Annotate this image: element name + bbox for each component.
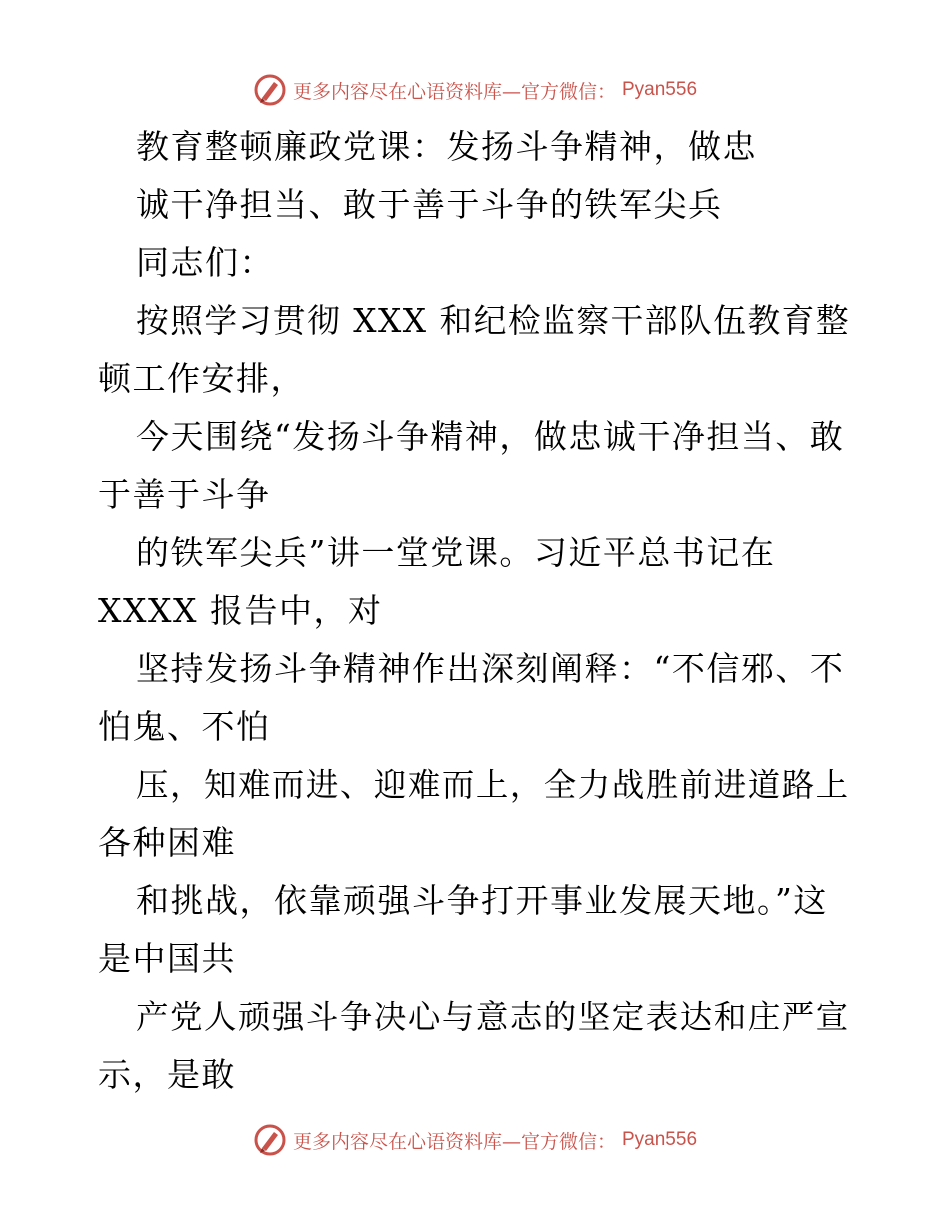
doc-line: 教育整顿廉政党课：发扬斗争精神，做忠 [136, 127, 757, 166]
footer-banner [0, 1120, 950, 1160]
doc-line: 压，知难而进、迎难而上，全力战胜前进道路上 [136, 766, 850, 804]
header-banner-text: 更多内容尽在心语资料库—官方微信： [292, 80, 616, 103]
doc-line: 同志们： [136, 243, 274, 282]
header-wechat-id: Pyan556 [622, 79, 698, 100]
doc-line: 是中国共 [98, 939, 236, 978]
doc-line: 坚持发扬斗争精神作出深刻阐释：“不信邪、不 [136, 649, 845, 688]
doc-line: 怕鬼、不怕 [98, 707, 271, 746]
footer-wechat-id: Pyan556 [622, 1129, 698, 1150]
doc-line: 诚干净担当、敢于善于斗争的铁军尖兵 [136, 185, 723, 224]
doc-line: 和挑战，依靠顽强斗争打开事业发展天地。”这 [136, 881, 828, 920]
doc-line: 按照学习贯彻 XXX 和纪检监察干部队伍教育整 [136, 302, 851, 340]
pen-logo-icon [253, 73, 287, 107]
doc-line: 示，是敢 [98, 1055, 236, 1094]
doc-line: 今天围绕“发扬斗争精神，做忠诚干净担当、敢 [136, 417, 845, 456]
doc-line: 产党人顽强斗争决心与意志的坚定表达和庄严宣 [136, 998, 850, 1036]
doc-line: XXXX 报告中，对 [98, 591, 383, 630]
doc-line: 的铁军尖兵”讲一堂党课。习近平总书记在 [136, 533, 776, 572]
footer-banner-text: 更多内容尽在心语资料库—官方微信： [292, 1130, 616, 1153]
doc-line: 各种困难 [98, 823, 236, 862]
header-banner [0, 70, 950, 110]
doc-line: 顿工作安排， [98, 359, 305, 398]
pen-logo-icon [253, 1123, 287, 1157]
doc-line: 于善于斗争 [98, 475, 271, 514]
